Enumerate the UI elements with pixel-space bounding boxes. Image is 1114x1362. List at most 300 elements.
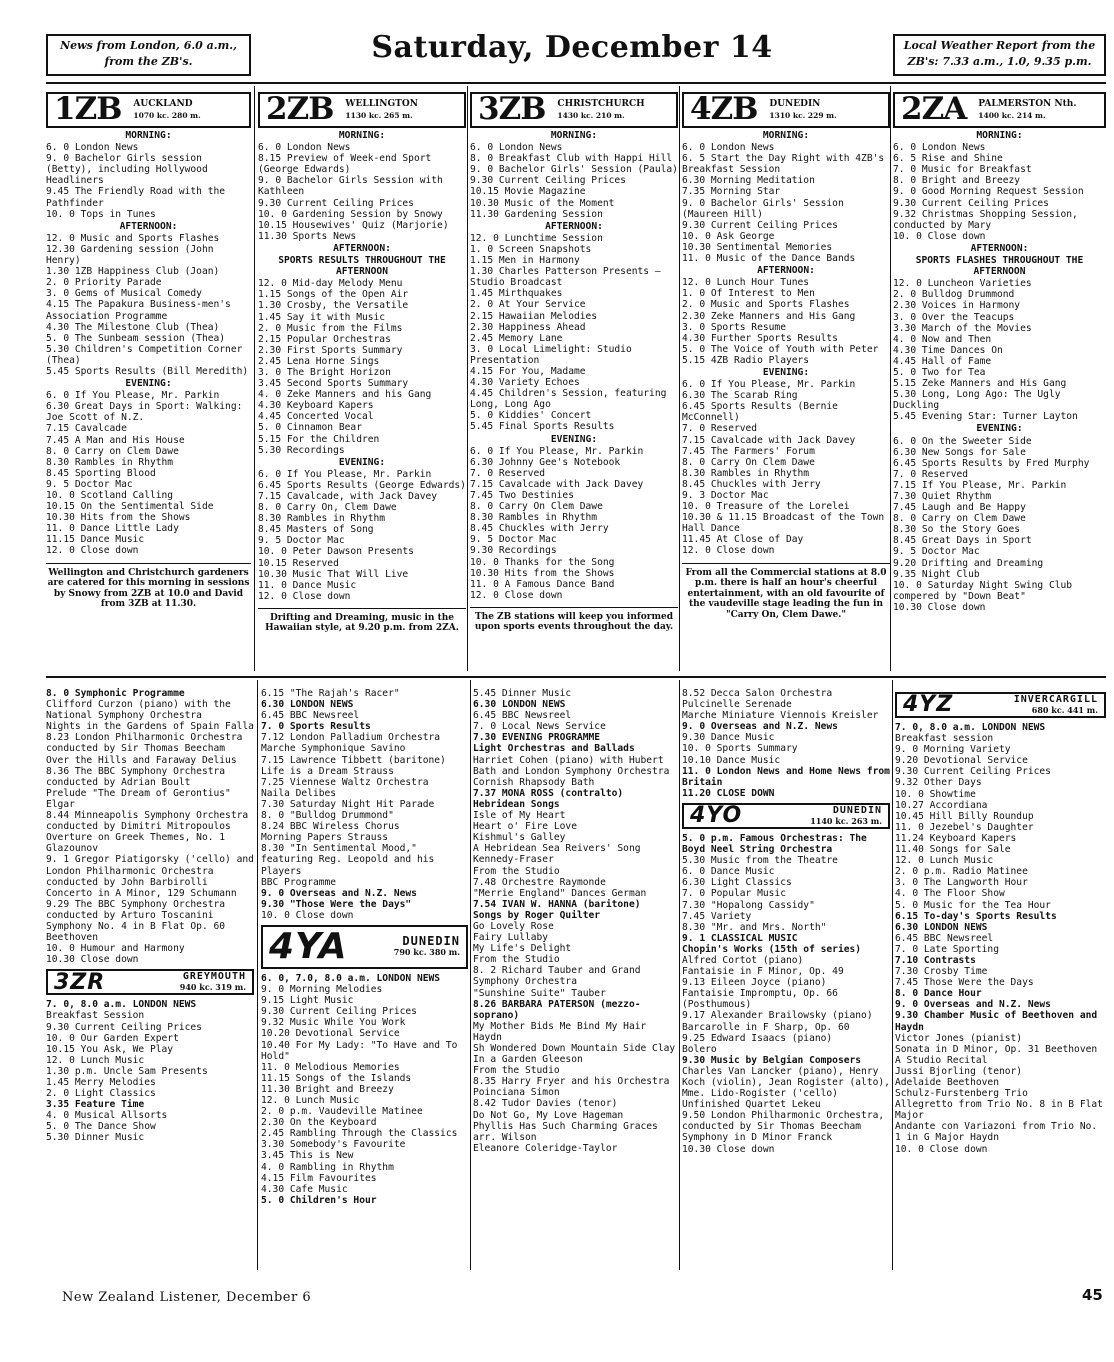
programme-item: 10. 0 Thanks for the Song: [470, 556, 615, 568]
programme-item: From the Studio: [473, 1065, 560, 1077]
programme-item: 7.45 Two Destinies: [470, 490, 574, 501]
programme-item: 6.30 The Scarab Ring: [682, 390, 798, 402]
programme-item: 9.32 Christmas Shopping Session, conducted by Mary: [893, 208, 1078, 231]
programme-item: 10.30 & 11.15 Broadcast of the Town Hall Dance: [682, 512, 885, 535]
programme-item: A Hebridean Sea Reivers' Song Kennedy-Fraser: [473, 843, 641, 866]
programme-item: 3.35 Feature Time: [46, 1099, 145, 1111]
programme-item: 8.30 Rambles in Rhythm: [258, 513, 386, 525]
programme-item: 9. 0 Bachelor Girls session (Betty), including Hollywood Headliners: [46, 153, 208, 187]
programme-item: 11.15 Dance Music: [46, 534, 145, 546]
programme-item: 6.45 BBC Newsreel: [473, 710, 572, 722]
programme-item: 9. 5 Doctor Mac: [470, 534, 557, 546]
programme-item: 6.45 Sports Results (George Edwards): [258, 479, 466, 491]
station-call-sign: 1ZB: [54, 91, 122, 128]
programme-item: 9.30 Music by Belgian Composers: [682, 1054, 862, 1066]
station-meta: [180, 971, 252, 993]
programme-item: 9.30 Current Ceiling Prices: [258, 197, 414, 209]
programme-item: 1.30 Charles Patterson Presents —Studio Broadcast: [470, 266, 661, 289]
programme-item: Andante con Variazoni from Trio No. 1 in G Major Haydn: [895, 1121, 1098, 1144]
programme-item: 8.36 The BBC Symphony Orchestra conducted by Adrian Boult: [46, 765, 226, 788]
programme-item: 6.30 LONDON NEWS: [895, 921, 988, 933]
programme-item: Allegretto from Trio No. 8 in B Flat Major: [895, 1099, 1103, 1122]
programme-item: 7.45 Laugh and Be Happy: [893, 502, 1026, 514]
programme-item: Unfinished Quartet Lekeu: [682, 1099, 821, 1111]
programme-item: Marche Miniature Viennois Kreisler: [682, 710, 879, 722]
programme-item: 9.30 "Those Were the Days": [261, 898, 412, 910]
station-city: AUCKLAND: [133, 98, 193, 109]
programme-item: Light Orchestras and Ballads: [473, 743, 635, 755]
station-city: CHRISTCHURCH: [557, 98, 645, 109]
programme-item: 2. 0 Bulldog Drummond: [893, 289, 1015, 301]
programme-item: 9.13 Eileen Joyce (piano): [682, 977, 827, 989]
programme-item: 2. 0 Music and Sports Flashes: [682, 299, 850, 311]
programme-item: Phyllis Has Such Charming Graces arr. Wilson: [473, 1120, 658, 1143]
programme-item: 8.26 BARBARA PATERSON (mezzo-soprano): [473, 998, 641, 1021]
station-city: DUNEDIN: [832, 804, 882, 816]
programme-item: 5. 0 Children's Hour: [261, 1194, 377, 1206]
programme-item: 7.12 London Palladium Orchestra: [261, 732, 441, 744]
station-meta: [393, 933, 466, 958]
programme-item: 10. 0 Sports Summary: [682, 743, 798, 755]
programme-item: 7.15 Cavalcade with Jack Davey: [470, 478, 644, 490]
programme-item: 1.45 Mirthquakes: [470, 288, 563, 300]
programme-item: 11. 0 Melodious Memories: [261, 1061, 400, 1073]
programme-item: 6. 0 London News: [682, 142, 775, 154]
programme-item: 8. 0 Breakfast Club with Happi Hill: [470, 153, 673, 165]
programme-item: 9.32 Other Days: [895, 777, 982, 789]
session-heading: MORNING:: [762, 130, 810, 141]
programme-item: 9. 0 Bachelor Girls' Session (Maureen Hill): [682, 197, 844, 220]
programme-item: 6.30 Morning Meditation: [682, 175, 815, 187]
programme-item: 6. 0 If You Please, Mr. Parkin: [46, 390, 220, 402]
programme-item: 2. 0 At Your Service: [470, 299, 586, 311]
programme-item: 11. 0 Music of the Dance Bands: [682, 253, 856, 265]
station-city: PALMERSTON Nth.: [978, 98, 1077, 109]
programme-item: 12. 0 Lunch Music: [46, 1054, 145, 1066]
programme-item: 8. 0 Bright and Breezy: [893, 175, 1021, 187]
programme-item: 5. 0 Kiddies' Concert: [470, 410, 592, 422]
station-meta: [133, 99, 200, 121]
programme-item: 8.35 Harry Fryer and his Orchestra: [473, 1076, 670, 1088]
programme-item: 7. 0 Local News Service: [473, 721, 606, 733]
programme-item: 9.32 Music While You Work: [261, 1017, 406, 1029]
station-meta: [810, 805, 888, 827]
programme-item: 10.30 Close down: [682, 1143, 775, 1155]
programme-item: 10. 0 Humour and Harmony: [46, 943, 185, 955]
station-header: [258, 92, 466, 128]
programme-item: Do Not Go, My Love Hageman: [473, 1109, 624, 1121]
programme-item: 10.30 Close down: [46, 954, 139, 966]
programme-item: From the Studio: [473, 865, 560, 877]
programme-item: 5.30 Music from the Theatre: [682, 855, 838, 867]
programme-item: 9.30 Current Ceiling Prices: [893, 197, 1049, 209]
programme-item: 2.30 On the Keyboard: [261, 1117, 377, 1129]
programme-item: 6. 5 Start the Day Right with 4ZB's Breakfast Session: [682, 153, 885, 176]
programme-item: 8. 0 Carry On Clem Dawe: [470, 501, 603, 513]
programme-item: 9. 0 Morning Melodies: [261, 984, 383, 996]
programme-item: Naila Delibes: [261, 787, 337, 799]
programme-item: 7.45 The Farmers' Forum: [682, 445, 815, 457]
session-heading: SPORTS FLASHES THROUGHOUT THE AFTERNOON: [915, 255, 1084, 278]
programme-item: 11.40 Songs for Sale: [895, 844, 1011, 856]
station-frequency: 1430 kc. 210 m.: [557, 110, 625, 120]
station-city: GREYMOUTH: [182, 971, 246, 983]
programme-item: 8.30 Rambles in Rhythm: [470, 512, 598, 524]
programme-item: 8.30 "Mr. and Mrs. North": [682, 921, 827, 933]
programme-item: 11.24 Keyboard Kapers: [895, 832, 1017, 844]
programme-item: 9.20 Devotional Service: [895, 755, 1028, 767]
programme-item: "Merrie England" Dances German: [473, 887, 647, 899]
programme-item: 5. 0 The Sunbeam session (Thea): [46, 332, 226, 344]
programme-item: Breakfast session: [895, 733, 994, 745]
programme-item: 10. 0 Tops in Tunes: [46, 208, 156, 220]
programme-item: 11.45 At Close of Day: [682, 534, 804, 546]
bottom-column-4: [682, 688, 890, 1155]
programme-item: My Life's Delight: [473, 943, 572, 955]
programme-item: Fairy Lullaby: [473, 932, 549, 944]
station-call-sign: 3ZB: [478, 91, 546, 128]
programme-item: 7. 0 Popular Music: [682, 888, 786, 900]
programme-item: 9. 5 Doctor Mac: [893, 546, 980, 558]
programme-item: 8. 0 Carry On, Clem Dawe: [258, 502, 397, 514]
programme-item: 4.30 The Milestone Club (Thea): [46, 321, 220, 333]
programme-item: 7.15 Cavalcade with Jack Davey: [682, 434, 856, 446]
programme-item: 6. 0 London News: [893, 142, 986, 154]
programme-item: 10.15 On the Sentimental Side: [46, 501, 214, 513]
programme-item: 12. 0 Close down: [682, 545, 775, 557]
session-heading: MORNING:: [125, 130, 172, 141]
programme-item: 7.45 A Man and His House: [46, 434, 185, 446]
programme-item: 10. 0 Close down: [895, 1143, 988, 1155]
programme-item: Sonata in D Minor, Op. 31 Beethoven: [895, 1043, 1098, 1055]
programme-item: Overture on Greek Themes, No. 1 Glazounov: [46, 832, 226, 855]
programme-item: 4. 0 Now and Then: [893, 333, 992, 345]
station-call-sign: 4YZ: [903, 692, 954, 718]
programme-item: 8.52 Decca Salon Orchestra: [682, 688, 833, 699]
programme-item: 7. 0, 8.0 a.m. LONDON NEWS: [46, 999, 197, 1011]
column-divider: [470, 680, 471, 1270]
programme-item: Victor Jones (pianist): [895, 1032, 1023, 1044]
station-frequency: 1400 kc. 214 m.: [978, 110, 1046, 120]
programme-item: 6. 0 London News: [258, 142, 351, 154]
programme-item: 10.30 Hits from the Shows: [46, 512, 191, 524]
programme-item: 1.15 Songs of the Open Air: [258, 289, 409, 301]
programme-item: Isle of My Heart: [473, 810, 566, 822]
programme-item: 4. 0 Rambling in Rhythm: [261, 1161, 394, 1173]
programme-item: Over the Hills and Faraway Delius: [46, 754, 237, 766]
session-heading: EVENING:: [762, 366, 810, 378]
programme-item: 1.45 Say it with Music: [258, 311, 386, 323]
programme-item: 9.29 The BBC Symphony Orchestra conducted by Arturo Toscanini: [46, 898, 226, 921]
programme-item: 10.15 Movie Magazine: [470, 186, 586, 198]
station-column-2za: [893, 92, 1106, 613]
programme-item: 12. 0 Close down: [470, 589, 563, 601]
programme-item: 10. 0 Scotland Calling: [46, 490, 174, 501]
station-city: INVERCARGILL: [1013, 693, 1098, 705]
programme-item: 6.30 Great Days in Sport: Walking: Joe Scott of N.Z.: [46, 401, 243, 424]
programme-item: 9. 0 Bachelor Girls Session with Kathleen: [258, 175, 443, 198]
programme-item: 8.42 Tudor Davies (tenor): [473, 1098, 618, 1110]
programme-item: 5.15 Zeke Manners and His Gang: [893, 378, 1067, 390]
programme-item: 12. 0 Lunch Music: [261, 1095, 360, 1106]
station-meta: [345, 99, 418, 121]
programme-item: 7.30 Quiet Rhythm: [893, 491, 992, 502]
programme-item: 10.30 Sentimental Memories: [682, 241, 833, 253]
programme-item: 8. 0 Carry On Clem Dawe: [682, 456, 815, 468]
programme-item: 12. 0 Close down: [258, 590, 351, 602]
programme-item: 9.35 Night Club: [893, 568, 980, 580]
programme-item: 3. 0 Sports Resume: [682, 321, 786, 333]
programme-item: 12. 0 Lunch Music: [895, 855, 994, 867]
programme-item: 12. 0 Lunchtime Session: [470, 232, 603, 244]
programme-item: 8.24 BBC Wireless Chorus: [261, 821, 400, 833]
station-city: WELLINGTON: [345, 98, 418, 109]
programme-item: 9.20 Drifting and Dreaming: [893, 557, 1044, 569]
station-call-sign: 4YA: [269, 926, 348, 968]
programme-item: Harriet Cohen (piano) with Hubert Bath and London Symphony Orchestra: [473, 754, 670, 777]
programme-item: A Studio Recital: [895, 1054, 988, 1066]
session-heading: AFTERNOON:: [119, 220, 178, 232]
programme-item: 10.30 Music That Will Live: [258, 568, 409, 580]
column-divider: [467, 86, 468, 671]
programme-item: 6.15 To-day's Sports Results: [895, 910, 1057, 922]
programme-item: 10.30 Music of the Moment: [470, 197, 615, 209]
footer-publication: New Zealand Listener, December 6: [62, 1290, 312, 1305]
station-frequency: 680 kc. 441 m.: [1031, 704, 1098, 715]
programme-item: 2. 0 p.m. Vaudeville Matinee: [261, 1106, 423, 1118]
programme-item: 9. 0 Bachelor Girls' Session (Paula): [470, 164, 678, 176]
programme-item: 6. 0, 7.0, 8.0 a.m. LONDON NEWS: [261, 972, 441, 984]
bottom-column-2: [261, 688, 468, 1206]
programme-item: Sh Wondered Down Mountain Side Clay: [473, 1043, 676, 1054]
programme-item: 2.45 Memory Lane: [470, 332, 563, 344]
session-heading: AFTERNOON:: [757, 265, 815, 277]
programme-item: 10.15 Reserved: [258, 557, 339, 569]
programme-item: 5.30 Long, Long Ago: The Ugly Duckling: [893, 389, 1061, 412]
programme-item: 3. 0 Gems of Musical Comedy: [46, 288, 202, 300]
programme-item: Heart o' Fire Love: [473, 821, 577, 833]
programme-item: Pulcinelle Serenade: [682, 699, 792, 711]
programme-item: 9.30 Current Ceiling Prices: [46, 1021, 202, 1033]
programme-item: 12. 0 Mid-day Melody Menu: [258, 278, 403, 290]
programme-item: Jussi Bjorling (tenor): [895, 1065, 1023, 1077]
programme-item: 3. 0 The Bright Horizon: [258, 366, 391, 378]
programme-item: 4. 0 The Floor Show: [895, 888, 1005, 900]
programme-item: 9.30 Dance Music: [682, 732, 775, 744]
programme-item: 8. 0 Carry on Clem Dawe: [46, 445, 179, 457]
bottom-column-1: [46, 688, 254, 1144]
programme-item: 4.30 Variety Echoes: [470, 377, 580, 389]
programme-item: 6. 0 London News: [470, 142, 563, 154]
programme-item: 6.45 BBC Newsreel: [895, 932, 994, 944]
column-divider: [890, 86, 891, 671]
station-header: [46, 92, 251, 128]
programme-item: Morning Papers Strauss: [261, 832, 389, 844]
programme-item: 6. 0 On the Sweeter Side: [893, 435, 1032, 447]
programme-item: 2.45 Lena Horne Sings: [258, 355, 380, 367]
programme-item: 8.15 Preview of Week-end Sport (George Edwards): [258, 153, 432, 176]
programme-item: Symphony No. 4 in B Flat Op. 60 Beethoven: [46, 920, 226, 944]
session-heading: MORNING:: [338, 130, 386, 141]
programme-item: 10.27 Accordiana: [895, 799, 988, 811]
programme-item: Symphony in D Minor Franck: [682, 1132, 833, 1144]
programme-item: 4.30 Cafe Music: [261, 1183, 348, 1195]
programme-item: 5. 0 The Voice of Youth with Peter: [682, 343, 879, 355]
programme-item: 7.45 Those Were the Days: [895, 977, 1034, 989]
programme-item: 1.30 Crosby, the Versatile: [258, 300, 409, 312]
programme-item: 10. 0 Ask George: [682, 230, 775, 242]
programme-item: 5. 0 Two for Tea: [893, 366, 986, 378]
programme-item: 9.30 Current Ceiling Prices: [682, 219, 838, 231]
programme-item: Alfred Cortot (piano): [682, 954, 804, 966]
programme-item: 9. 0 Overseas and N.Z. News: [682, 721, 838, 733]
station-call-sign: 2ZB: [266, 91, 334, 128]
programme-item: BBC Programme: [261, 876, 337, 888]
programme-item: 6.30 New Songs for Sale: [893, 446, 1026, 458]
programme-item: 8. 0 Dance Hour: [895, 988, 982, 1000]
session-heading: AFTERNOON:: [545, 220, 603, 232]
station-frequency: 1310 kc. 229 m.: [769, 110, 837, 120]
programme-item: 9. 5 Doctor Mac: [46, 478, 133, 490]
programme-item: 3.30 Somebody's Favourite: [261, 1139, 406, 1151]
programme-item: 2.30 First Sports Summary: [258, 344, 403, 356]
station-note: From all the Commercial stations at 8.0 p.m. there is half an hour's cheerful entertainment, with an old favourite of the vaudeville stage leading the fun in "Carry On, Clem Dawe.": [682, 563, 890, 621]
programme-item: Barcarolle in F Sharp, Op. 60: [682, 1021, 850, 1033]
programme-item: 8.30 Rambles in Rhythm: [682, 467, 810, 479]
programme-item: 8.45 Chuckles with Jerry: [470, 523, 609, 535]
station-header: [470, 92, 678, 128]
programme-item: 5.30 Recordings: [258, 444, 345, 456]
programme-item: 3. 0 Local Limelight: Studio Presentation: [470, 343, 632, 366]
station-note: Drifting and Dreaming, music in the Hawaiian style, at 9.20 p.m. from 2ZA.: [258, 608, 466, 634]
programme-item: 9. 3 Doctor Mac: [682, 490, 769, 501]
station-note: Wellington and Christchurch gardeners are catered for this morning in sessions by Snowy from 2ZB at 10.0 and David from 3ZB at 11.30.: [46, 563, 251, 610]
programme-item: 10. 0 Close down: [261, 909, 354, 921]
station-column-3zb: [470, 92, 678, 633]
station-header: [893, 92, 1106, 128]
programme-item: 11. 0 Dance Little Lady: [46, 523, 179, 535]
programme-item: 10. 0 Peter Dawson Presents: [258, 546, 414, 558]
column-divider: [679, 680, 680, 1270]
programme-item: 5. 0 The Dance Show: [46, 1121, 156, 1133]
programme-item: 10. 0 Treasure of the Lorelei: [682, 501, 850, 513]
station-call-sign: 4YO: [690, 803, 743, 829]
station-column-4zb: [682, 92, 890, 620]
programme-item: 2. 0 Priority Parade: [46, 277, 162, 289]
page-title: Saturday, December 14: [371, 30, 773, 65]
programme-item: 5.15 For the Children: [258, 433, 380, 445]
programme-item: 1.15 Men in Harmony: [470, 255, 580, 267]
programme-item: 7. 0 Reserved: [470, 467, 546, 479]
programme-item: 2.45 Rambling Through the Classics: [261, 1128, 458, 1140]
programme-item: 1. 0 Screen Snapshots: [470, 243, 592, 255]
programme-item: 5.45 Evening Star: Turner Layton: [893, 411, 1078, 423]
programme-item: 3. 0 The Langworth Hour: [895, 877, 1028, 889]
programme-item: 10.40 For My Lady: "To Have and To Hold": [261, 1039, 458, 1062]
programme-item: 2. 0 Music from the Films: [258, 322, 403, 334]
programme-item: 8.23 London Philharmonic Orchestra conducted by Sir Thomas Beecham: [46, 732, 243, 755]
programme-item: 7. 0 Sports Results: [261, 721, 371, 733]
programme-item: 11. 0 Jezebel's Daughter: [895, 821, 1034, 833]
programme-item: My Mother Bids Me Bind My Hair Haydn: [473, 1020, 647, 1043]
programme-item: 2.30 Happiness Ahead: [470, 321, 586, 333]
programme-item: Fantaisie Impromptu, Op. 66 (Posthumous): [682, 988, 838, 1011]
programme-item: 5.30 Dinner Music: [46, 1132, 145, 1144]
programme-item: 10.30 Close down: [893, 601, 986, 613]
right-header-note: Local Weather Report from the ZB's: 7.33 a.m., 1.0, 9.35 p.m.: [893, 34, 1106, 76]
programme-item: 6. 0 London News: [46, 142, 139, 154]
programme-item: 4.45 Concerted Vocal: [258, 411, 374, 423]
session-heading: AFTERNOON:: [970, 242, 1029, 254]
programme-item: 7. 0 Reserved: [682, 423, 758, 435]
programme-item: 3.45 This is New: [261, 1150, 354, 1162]
programme-item: 6.45 Sports Results by Fred Murphy: [893, 457, 1090, 469]
programme-item: 9.25 Edward Isaacs (piano): [682, 1032, 833, 1044]
programme-item: 10. 0 Close down: [893, 230, 986, 242]
station-header: [682, 803, 890, 829]
programme-item: 7.30 Crosby Time: [895, 966, 988, 978]
programme-item: Nights in the Gardens of Spain Falla: [46, 721, 254, 733]
programme-item: 7.15 Cavalcade, with Jack Davey: [258, 491, 438, 502]
programme-item: 6.30 LONDON NEWS: [473, 699, 566, 711]
session-heading: EVENING:: [338, 456, 386, 468]
programme-item: From the Studio: [473, 954, 560, 966]
programme-item: 7.37 MONA ROSS (contralto): [473, 787, 624, 799]
programme-item: 11.30 Gardening Session: [470, 208, 603, 220]
column-divider: [257, 680, 258, 1270]
programme-item: 10.20 Devotional Service: [261, 1028, 400, 1040]
programme-item: 7.54 IVAN W. HANNA (baritone): [473, 898, 641, 910]
programme-item: 9. 5 Doctor Mac: [258, 535, 345, 547]
programme-item: Adelaide Beethoven: [895, 1077, 999, 1088]
programme-item: 5. 0 Cinnamon Bear: [258, 422, 362, 434]
programme-item: 8. 0 Symphonic Programme: [46, 688, 185, 699]
column-divider: [892, 680, 893, 1270]
programme-item: 2. 0 Light Classics: [46, 1088, 156, 1100]
programme-item: 1.45 Merry Melodies: [46, 1077, 156, 1088]
programme-item: 6.45 Sports Results (Bernie McConnell): [682, 401, 838, 424]
section-rule: [46, 676, 1106, 678]
station-note: The ZB stations will keep you informed upon sports events throughout the day.: [470, 607, 678, 633]
programme-item: Charles Van Lancker (piano), Henry Koch (violin), Jean Rogister (alto), Mme. Lido-Rogister ('cello): [682, 1065, 890, 1100]
page-number: 45: [1082, 1286, 1103, 1304]
programme-item: Prelude "The Dream of Gerontius" Elgar: [46, 787, 231, 810]
programme-item: 4. 0 Musical Allsorts: [46, 1110, 168, 1122]
programme-item: 10. 0 Saturday Night Swing Club compered by "Down Beat": [893, 579, 1073, 602]
programme-item: 7. 0, 8.0 a.m. LONDON NEWS: [895, 722, 1046, 733]
programme-item: 6.30 Johnny Gee's Notebook: [470, 456, 621, 468]
programme-item: 8.30 Rambles in Rhythm: [46, 456, 174, 468]
programme-item: 7. 0 Music for Breakfast: [893, 164, 1032, 176]
programme-item: 12. 0 Lunch Hour Tunes: [682, 277, 810, 289]
programme-item: 9.30 Chamber Music of Beethoven and Haydn: [895, 1010, 1098, 1033]
station-header: [682, 92, 890, 128]
programme-item: 8.44 Minneapolis Symphony Orchestra conducted by Dimitri Mitropoulos: [46, 810, 249, 833]
programme-item: Cornish Rhapsody Bath: [473, 776, 595, 788]
programme-item: 9.30 Recordings: [470, 545, 557, 557]
programme-item: 8. 2 Richard Tauber and Grand Symphony Orchestra: [473, 965, 641, 988]
programme-item: Life is a Dream Strauss: [261, 765, 394, 777]
programme-item: 2.15 Popular Orchestras: [258, 333, 391, 345]
station-column-2zb: [258, 92, 466, 634]
programme-item: 9. 0 Overseas and N.Z. News: [895, 999, 1051, 1011]
programme-item: 4.15 Film Favourites: [261, 1172, 377, 1184]
programme-item: 12.30 Gardening session (John Henry): [46, 243, 214, 267]
station-call-sign: 4ZB: [690, 91, 758, 128]
programme-item: 4.45 Hall of Fame: [893, 355, 992, 367]
programme-item: 1. 0 Of Interest to Men: [682, 288, 815, 300]
station-frequency: 1140 kc. 263 m.: [810, 815, 882, 826]
